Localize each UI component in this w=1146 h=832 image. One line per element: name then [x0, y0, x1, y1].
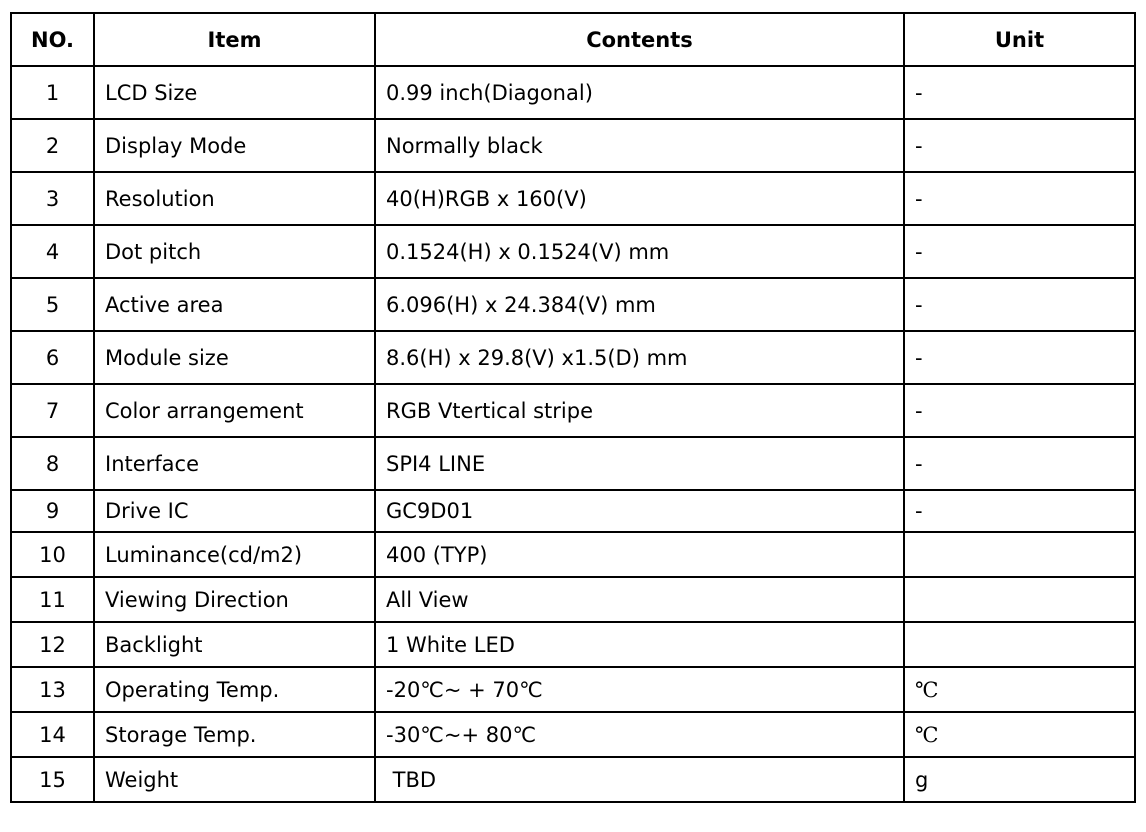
row-no: 15 — [11, 757, 94, 802]
row-unit — [904, 577, 1135, 622]
row-unit: - — [904, 384, 1135, 437]
table-row — [11, 757, 1135, 802]
table-row — [11, 172, 1135, 225]
table-row — [11, 66, 1135, 119]
row-contents: 6.096(H) x 24.384(V) mm — [375, 278, 904, 331]
table-row — [11, 331, 1135, 384]
table-row — [11, 278, 1135, 331]
row-no: 4 — [11, 225, 94, 278]
header-contents: Contents — [375, 13, 904, 66]
row-unit: - — [904, 66, 1135, 119]
row-no: 13 — [11, 667, 94, 712]
row-contents: Normally black — [375, 119, 904, 172]
row-item: Color arrangement — [94, 384, 375, 437]
row-item: Operating Temp. — [94, 667, 375, 712]
header-row — [11, 13, 1135, 66]
row-no: 9 — [11, 490, 94, 532]
header-no: NO. — [11, 13, 94, 66]
row-unit: - — [904, 437, 1135, 490]
row-item: Resolution — [94, 172, 375, 225]
row-contents: RGB Vtertical stripe — [375, 384, 904, 437]
row-unit: ℃ — [904, 667, 1135, 712]
row-unit — [904, 622, 1135, 667]
row-no: 10 — [11, 532, 94, 577]
row-contents: -20℃~ + 70℃ — [375, 667, 904, 712]
row-unit: - — [904, 331, 1135, 384]
table-row — [11, 437, 1135, 490]
row-contents: 400 (TYP) — [375, 532, 904, 577]
row-no: 1 — [11, 66, 94, 119]
row-contents: GC9D01 — [375, 490, 904, 532]
row-unit: g — [904, 757, 1135, 802]
table-row — [11, 119, 1135, 172]
row-item: Interface — [94, 437, 375, 490]
row-unit: - — [904, 225, 1135, 278]
row-no: 12 — [11, 622, 94, 667]
row-unit: - — [904, 172, 1135, 225]
row-item: LCD Size — [94, 66, 375, 119]
header-unit: Unit — [904, 13, 1135, 66]
table-row — [11, 712, 1135, 757]
row-contents: All View — [375, 577, 904, 622]
row-no: 2 — [11, 119, 94, 172]
row-item: Backlight — [94, 622, 375, 667]
row-item: Storage Temp. — [94, 712, 375, 757]
row-item: Drive IC — [94, 490, 375, 532]
table-row — [11, 225, 1135, 278]
row-no: 14 — [11, 712, 94, 757]
row-unit: ℃ — [904, 712, 1135, 757]
row-no: 11 — [11, 577, 94, 622]
row-no: 3 — [11, 172, 94, 225]
row-no: 5 — [11, 278, 94, 331]
table-row — [11, 667, 1135, 712]
table-row — [11, 490, 1135, 532]
row-contents: 0.1524(H) x 0.1524(V) mm — [375, 225, 904, 278]
spec-table — [10, 12, 1136, 803]
row-item: Viewing Direction — [94, 577, 375, 622]
row-unit — [904, 532, 1135, 577]
table-row — [11, 532, 1135, 577]
row-item: Display Mode — [94, 119, 375, 172]
row-contents: 1 White LED — [375, 622, 904, 667]
table-row — [11, 577, 1135, 622]
row-no: 6 — [11, 331, 94, 384]
row-item: Active area — [94, 278, 375, 331]
row-unit: - — [904, 490, 1135, 532]
row-contents: 0.99 inch(Diagonal) — [375, 66, 904, 119]
row-contents: -30℃~+ 80℃ — [375, 712, 904, 757]
row-item: Weight — [94, 757, 375, 802]
row-contents: 40(H)RGB x 160(V) — [375, 172, 904, 225]
header-item: Item — [94, 13, 375, 66]
table-row — [11, 384, 1135, 437]
row-contents: SPI4 LINE — [375, 437, 904, 490]
row-no: 7 — [11, 384, 94, 437]
row-unit: - — [904, 119, 1135, 172]
row-unit: - — [904, 278, 1135, 331]
row-no: 8 — [11, 437, 94, 490]
row-item: Luminance(cd/m2) — [94, 532, 375, 577]
table-row — [11, 622, 1135, 667]
row-item: Module size — [94, 331, 375, 384]
row-contents: TBD — [375, 757, 904, 802]
row-contents: 8.6(H) x 29.8(V) x1.5(D) mm — [375, 331, 904, 384]
row-item: Dot pitch — [94, 225, 375, 278]
